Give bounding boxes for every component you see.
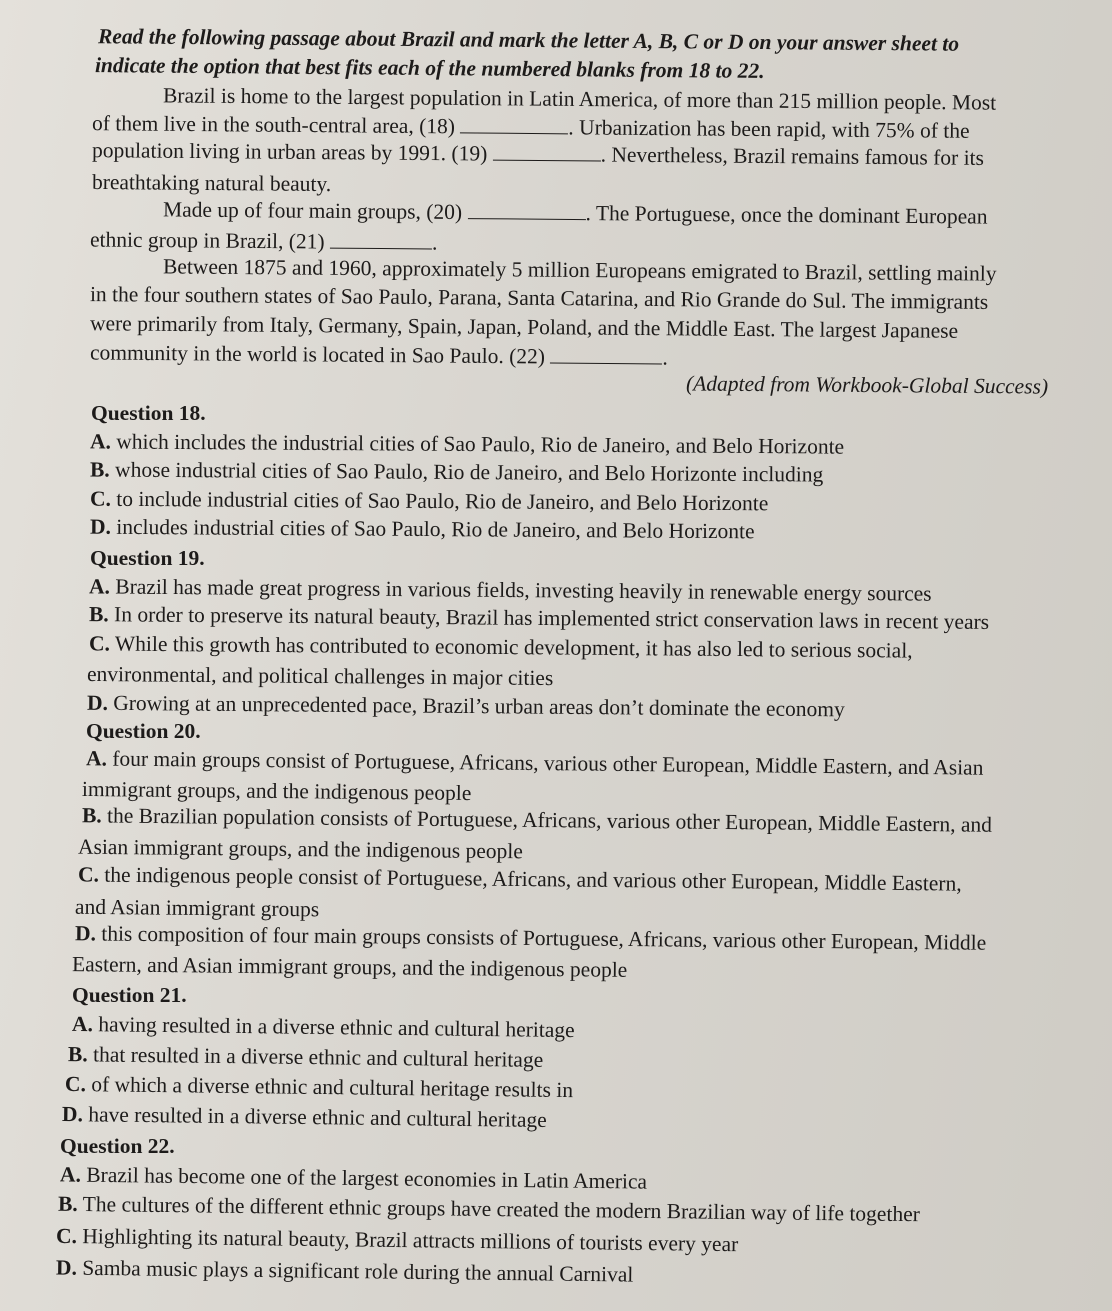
option-letter: C.: [64, 1071, 87, 1097]
option-letter: C.: [77, 862, 100, 887]
option-text: of which a diverse ethnic and cultural heritage results in: [91, 1072, 574, 1103]
question-20-title: Question 20.: [86, 719, 201, 743]
passage-p1-line-4: breathtaking natural beauty.: [91, 169, 332, 197]
option-text: having resulted in a diverse ethnic and cultural heritage: [98, 1012, 575, 1043]
question-20-option-a-cont: immigrant groups, and the indigenous people: [81, 776, 472, 806]
question-20-option-a: [86, 745, 984, 780]
option-letter: B.: [88, 602, 109, 627]
option-letter: D.: [74, 921, 97, 946]
passage-p3-line-4: [90, 339, 668, 370]
question-22-title: Question 22.: [60, 1134, 175, 1158]
question-20-option-b: [82, 802, 992, 838]
question-19-option-c: [89, 630, 913, 663]
question-19-option-c-cont: environmental, and political challenges in major cities: [86, 661, 554, 691]
option-text: Highlighting its natural beauty, Brazil attracts millions of tourists every year: [82, 1224, 739, 1257]
passage-text: population living in urban areas by 1991. (19): [91, 138, 488, 166]
option-letter: D.: [55, 1255, 78, 1280]
blank-20: [467, 200, 585, 220]
option-text: this composition of four main groups consists of Portuguese, Africans, various other European, Middle: [101, 921, 987, 955]
option-letter: B.: [81, 803, 102, 828]
option-letter: C.: [55, 1223, 78, 1249]
question-18-option-d: [90, 514, 755, 545]
passage-p3-line-1: Between 1875 and 1960, approximately 5 million Europeans emigrated to Brazil, settling mainly: [162, 254, 997, 286]
question-22-option-d: [56, 1254, 634, 1287]
question-18-title: Question 18.: [91, 401, 206, 425]
passage-p1-line-1: Brazil is home to the largest population in Latin America, of more than 215 million people. Most: [162, 83, 997, 115]
question-18-option-c: [90, 486, 768, 517]
passage-text: ethnic group in Brazil, (21): [89, 227, 325, 254]
option-text: Growing at an unprecedented pace, Brazil’s urban areas don’t dominate the economy: [113, 690, 845, 722]
passage-p2-line-1: [163, 196, 988, 229]
passage-text: . Nevertheless, Brazil remains famous for its: [600, 142, 985, 170]
option-letter: B.: [89, 457, 110, 482]
option-letter: A.: [85, 746, 108, 771]
passage-text: .: [662, 345, 668, 370]
question-18-option-a: [90, 428, 844, 459]
option-text: the Brazilian population consists of Portuguese, Africans, various other European, Middle Eastern, and: [106, 803, 993, 837]
source-citation: (Adapted from Workbook-Global Success): [685, 371, 1049, 399]
option-letter: D.: [61, 1102, 84, 1127]
question-21-option-d: [62, 1101, 547, 1133]
option-letter: A.: [88, 574, 111, 599]
option-letter: B.: [67, 1042, 88, 1067]
option-text: to include industrial cities of Sao Paulo, Rio de Janeiro, and Belo Horizonte: [116, 486, 769, 516]
question-20-option-c-cont: and Asian immigrant groups: [74, 894, 320, 922]
question-19-option-b: [89, 601, 989, 635]
option-text: includes industrial cities of Sao Paulo, Rio de Janeiro, and Belo Horizonte: [116, 514, 755, 544]
question-20-option-d-cont: Eastern, and Asian immigrant groups, and the indigenous people: [71, 952, 628, 982]
question-20-option-d: [75, 920, 986, 956]
passage-text: .: [431, 230, 438, 255]
question-21-title: Question 21.: [72, 983, 187, 1007]
option-letter: A.: [89, 429, 111, 454]
option-letter: A.: [59, 1162, 82, 1187]
passage-p3-line-2: in the four southern states of Sao Paulo, Parana, Santa Catarina, and Rio Grande do Sul. The immigrants: [89, 282, 989, 314]
option-text: which includes the industrial cities of Sao Paulo, Rio de Janeiro, and Belo Horizonte: [116, 429, 845, 459]
option-text: that resulted in a diverse ethnic and cultural heritage: [92, 1042, 544, 1072]
instructions-line-2: indicate the option that best fits each of the numbered blanks from 18 to 22.: [94, 53, 765, 83]
question-19-title: Question 19.: [90, 546, 205, 570]
option-text: While this growth has contributed to economic development, it has also led to serious social,: [114, 631, 913, 663]
option-text: whose industrial cities of Sao Paulo, Rio de Janeiro, and Belo Horizonte including: [115, 457, 824, 487]
question-21-option-a: [72, 1011, 575, 1043]
option-letter: C.: [88, 631, 111, 656]
blank-21: [330, 230, 432, 250]
option-text: The cultures of the different ethnic groups have created the modern Brazilian way of life together: [82, 1192, 921, 1227]
passage-text: of them live in the south-central area, (18): [91, 111, 456, 139]
passage-text: Made up of four main groups, (20): [162, 197, 463, 225]
question-22-option-c: [56, 1223, 739, 1257]
question-22-option-b: [58, 1191, 920, 1228]
option-text: Brazil has made great progress in various fields, investing heavily in renewable energy sources: [115, 574, 932, 606]
option-letter: D.: [89, 514, 111, 539]
passage-text: . The Portuguese, once the dominant European: [585, 201, 988, 229]
option-letter: C.: [89, 486, 111, 511]
option-text: the indigenous people consist of Portuguese, Africans, and various other European, Middle Eastern,: [104, 862, 962, 896]
option-text: Samba music plays a significant role during the annual Carnival: [82, 1255, 634, 1287]
blank-18: [460, 114, 568, 134]
option-text: In order to preserve its natural beauty, Brazil has implemented strict conservation laws in recent years: [114, 602, 990, 634]
instructions-line-1: Read the following passage about Brazil and mark the letter A, B, C or D on your answer sheet to: [97, 24, 960, 56]
question-20-option-c: [78, 861, 962, 896]
option-letter: A.: [71, 1011, 94, 1037]
question-21-option-b: [68, 1041, 544, 1073]
passage-p2-line-2: [90, 226, 438, 255]
option-letter: B.: [57, 1191, 78, 1216]
option-letter: D.: [86, 690, 109, 715]
question-22-option-a: [60, 1161, 647, 1194]
passage-text: community in the world is located in Sao Paulo. (22): [89, 340, 546, 369]
blank-22: [550, 344, 662, 364]
blank-19: [493, 142, 601, 162]
option-text: have resulted in a diverse ethnic and cultural heritage: [88, 1102, 547, 1132]
passage-text: . Urbanization has been rapid, with 75% of the: [568, 115, 970, 143]
question-18-option-b: [90, 456, 823, 487]
option-text: Brazil has become one of the largest economies in Latin America: [86, 1162, 648, 1194]
passage-p3-line-3: were primarily from Italy, Germany, Spain, Japan, Poland, and the Middle East. The largest Japanese: [89, 311, 959, 343]
question-20-option-b-cont: Asian immigrant groups, and the indigenous people: [77, 834, 523, 864]
question-21-option-c: [65, 1071, 573, 1103]
option-text: four main groups consist of Portuguese, Africans, various other European, Middle Eastern, and Asian: [112, 746, 984, 780]
